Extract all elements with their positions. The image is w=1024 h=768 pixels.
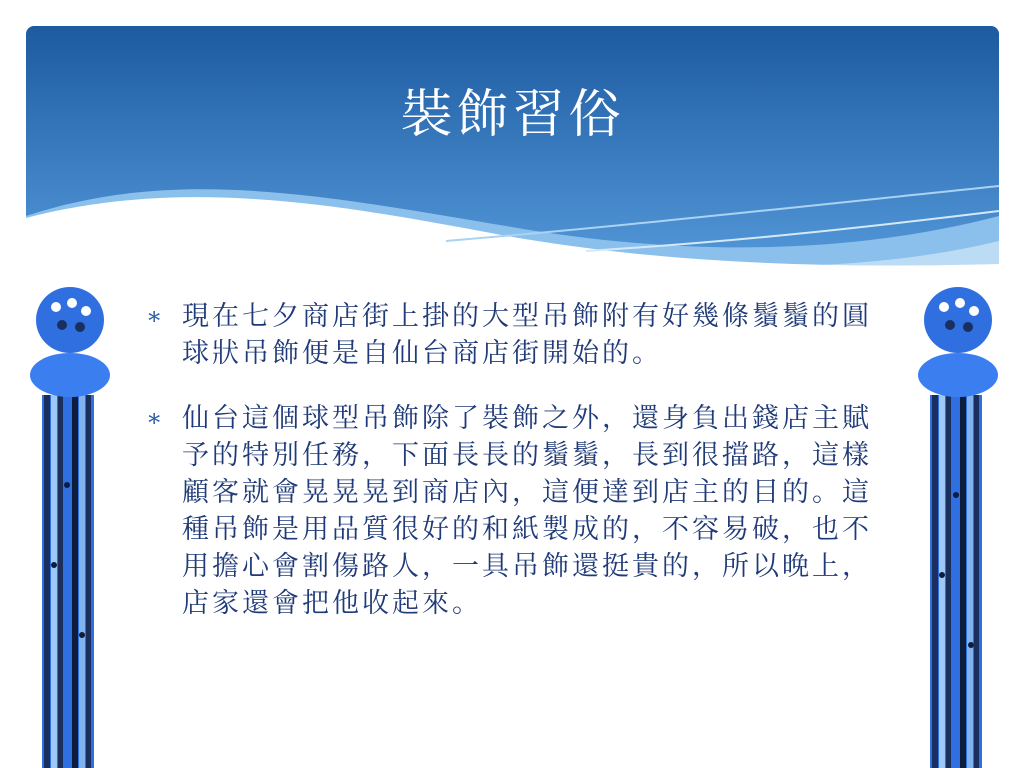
bullet-list [146,298,891,650]
slide-title: 裝飾習俗 [400,85,625,145]
bullet-marker: ∗ [146,302,166,330]
bullet-item [146,400,891,622]
tanabata-streamer-left [22,285,112,768]
bullet-text: 現在七夕商店街上掛的大型吊飾附有好幾條鬚鬚的圓球狀吊飾便是自仙台商店街開始的。 [182,301,872,369]
title-banner [26,26,999,296]
bullet-item [146,298,891,372]
bullet-text: 仙台這個球型吊飾除了裝飾之外，還身負出錢店主賦予的特別任務，下面長長的鬚鬚，長到很擋路，這樣顧客就會晃晃晃到商店內，這便達到店主的目的。這種吊飾是用品質很好的和紙製成的，不容易破，也不用擔心會割傷路人，一具吊飾還挺貴的，所以晚上，店家還會把他收起來。 [182,403,872,619]
wave-banner-graphic [26,26,999,296]
tanabata-streamer-right [916,285,1006,768]
bullet-marker: ∗ [146,404,166,432]
